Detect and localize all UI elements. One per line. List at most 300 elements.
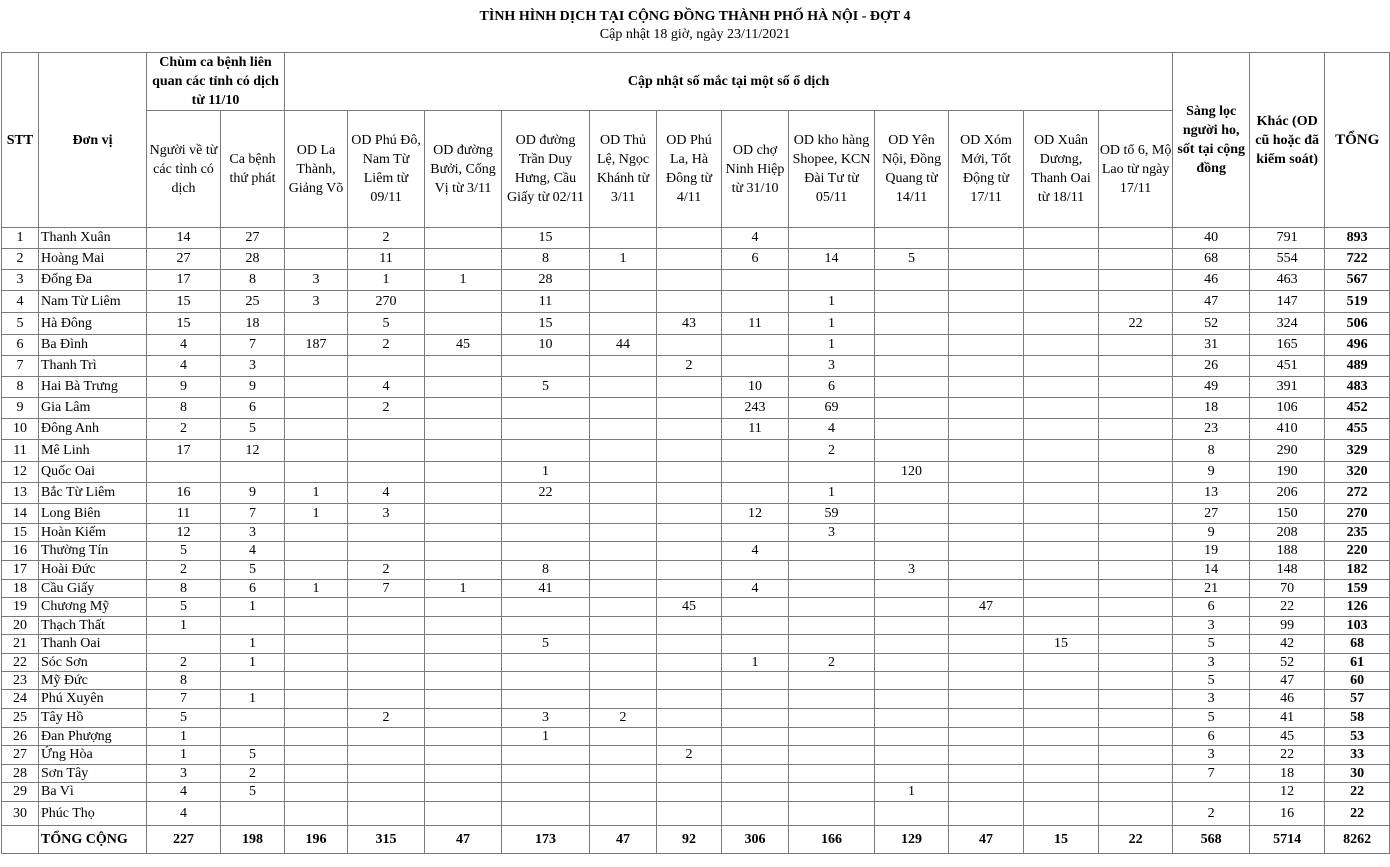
cell-value <box>949 524 1024 542</box>
cell-value: 18 <box>1250 765 1325 783</box>
cell-value <box>949 270 1024 291</box>
cell-value <box>657 635 722 654</box>
cell-value: 15 <box>1024 635 1099 654</box>
table-row <box>2 728 1390 746</box>
cell-value: 45 <box>1250 728 1325 746</box>
row-index: 23 <box>2 672 39 690</box>
cell-value: 44 <box>590 335 657 356</box>
cell-value: 791 <box>1250 228 1325 249</box>
col-unit: Đơn vị <box>39 53 147 228</box>
total-value: 92 <box>657 826 722 854</box>
cell-value <box>1024 709 1099 728</box>
cell-value <box>590 483 657 504</box>
col-sub-6: OD đường Trần Duy Hưng, Cầu Giấy từ 02/11 <box>502 111 590 228</box>
district-name: Bắc Từ Liêm <box>39 483 147 504</box>
cell-value <box>502 398 590 419</box>
cell-value: 17 <box>147 270 221 291</box>
cell-value: 26 <box>1173 356 1250 377</box>
cell-value <box>1024 783 1099 802</box>
cell-value: 1 <box>285 580 348 598</box>
cell-value: 70 <box>1250 580 1325 598</box>
row-index: 22 <box>2 654 39 672</box>
district-name: Thanh Xuân <box>39 228 147 249</box>
cell-value <box>657 270 722 291</box>
district-name: Thanh Oai <box>39 635 147 654</box>
cell-value: 554 <box>1250 249 1325 270</box>
total-value: 568 <box>1173 826 1250 854</box>
cell-value: 1 <box>789 335 875 356</box>
cell-value <box>875 524 949 542</box>
cell-value <box>1099 728 1173 746</box>
cell-value <box>722 746 789 765</box>
district-name: Tây Hồ <box>39 709 147 728</box>
cell-value <box>425 635 502 654</box>
total-label: TỔNG CỘNG <box>39 826 147 854</box>
cell-value <box>789 598 875 617</box>
cell-value <box>875 228 949 249</box>
cell-value <box>590 783 657 802</box>
cell-value <box>348 598 425 617</box>
cell-value <box>657 709 722 728</box>
cell-value: 46 <box>1173 270 1250 291</box>
total-row <box>2 826 1390 854</box>
district-name: Phúc Thọ <box>39 802 147 826</box>
cell-value: 7 <box>221 335 285 356</box>
cell-value <box>657 580 722 598</box>
row-total: 329 <box>1325 440 1390 462</box>
cell-value: 22 <box>1099 313 1173 335</box>
cell-value <box>875 270 949 291</box>
cell-value: 6 <box>1173 728 1250 746</box>
cell-value: 16 <box>1250 802 1325 826</box>
table-row <box>2 617 1390 635</box>
cell-value <box>1099 356 1173 377</box>
total-value: 22 <box>1099 826 1173 854</box>
row-total: 68 <box>1325 635 1390 654</box>
cell-value: 2 <box>348 398 425 419</box>
cell-value <box>285 313 348 335</box>
cell-value: 290 <box>1250 440 1325 462</box>
cell-value <box>425 249 502 270</box>
col-sub-10: OD kho hàng Shopee, KCN Đài Tư từ 05/11 <box>789 111 875 228</box>
district-name: Thạch Thất <box>39 617 147 635</box>
cell-value: 28 <box>502 270 590 291</box>
cell-value: 8 <box>147 580 221 598</box>
cell-value: 15 <box>502 228 590 249</box>
cell-value: 5 <box>1173 635 1250 654</box>
cell-value: 147 <box>1250 291 1325 313</box>
cell-value <box>590 270 657 291</box>
cell-value <box>657 291 722 313</box>
cell-value: 4 <box>722 542 789 561</box>
table-row <box>2 524 1390 542</box>
row-total: 483 <box>1325 377 1390 398</box>
row-total: 22 <box>1325 802 1390 826</box>
district-name: Ứng Hòa <box>39 746 147 765</box>
cell-value: 7 <box>147 690 221 709</box>
cell-value <box>221 462 285 483</box>
cell-value <box>502 746 590 765</box>
row-total: 182 <box>1325 561 1390 580</box>
cell-value <box>657 419 722 440</box>
district-name: Thường Tín <box>39 542 147 561</box>
cell-value: 43 <box>657 313 722 335</box>
row-index: 29 <box>2 783 39 802</box>
cell-value: 14 <box>147 228 221 249</box>
cell-value: 17 <box>147 440 221 462</box>
cell-value <box>425 291 502 313</box>
cell-value <box>425 419 502 440</box>
cell-value <box>722 765 789 783</box>
cell-value <box>348 672 425 690</box>
cell-value <box>221 802 285 826</box>
cell-value <box>502 356 590 377</box>
cell-value: 12 <box>1250 783 1325 802</box>
table-row <box>2 580 1390 598</box>
cell-value: 2 <box>348 561 425 580</box>
cell-value: 3 <box>789 356 875 377</box>
cell-value <box>949 746 1024 765</box>
cell-value <box>590 654 657 672</box>
cell-value <box>285 377 348 398</box>
cell-value: 40 <box>1173 228 1250 249</box>
cell-value: 69 <box>789 398 875 419</box>
cell-value <box>875 483 949 504</box>
table-row <box>2 765 1390 783</box>
cell-value <box>147 635 221 654</box>
cell-value: 4 <box>722 228 789 249</box>
cell-value <box>875 598 949 617</box>
cell-value <box>285 635 348 654</box>
row-total: 57 <box>1325 690 1390 709</box>
cell-value <box>285 783 348 802</box>
cell-value <box>1024 672 1099 690</box>
row-total: 893 <box>1325 228 1390 249</box>
cell-value <box>425 462 502 483</box>
cell-value <box>590 765 657 783</box>
cell-value <box>949 802 1024 826</box>
cell-value <box>949 440 1024 462</box>
district-name: Sơn Tây <box>39 765 147 783</box>
cell-value <box>285 249 348 270</box>
cell-value <box>348 635 425 654</box>
cell-value: 5 <box>348 313 425 335</box>
cell-value <box>590 356 657 377</box>
cell-value <box>502 598 590 617</box>
cell-value <box>657 783 722 802</box>
cell-value: 1 <box>590 249 657 270</box>
district-name: Nam Từ Liêm <box>39 291 147 313</box>
cell-value <box>425 598 502 617</box>
total-value: 5714 <box>1250 826 1325 854</box>
cell-value <box>590 672 657 690</box>
cell-value <box>1024 291 1099 313</box>
district-name: Hoài Đức <box>39 561 147 580</box>
col-sub-4: OD Phú Đô, Nam Từ Liêm từ 09/11 <box>348 111 425 228</box>
cell-value <box>1024 542 1099 561</box>
cell-value: 15 <box>502 313 590 335</box>
cell-value: 10 <box>502 335 590 356</box>
cell-value <box>1024 690 1099 709</box>
cell-value <box>285 561 348 580</box>
cell-value: 3 <box>1173 617 1250 635</box>
cell-value <box>789 635 875 654</box>
cell-value <box>875 291 949 313</box>
district-name: Cầu Giấy <box>39 580 147 598</box>
cell-value <box>722 802 789 826</box>
cell-value <box>657 524 722 542</box>
cell-value <box>657 335 722 356</box>
cell-value <box>722 462 789 483</box>
cell-value <box>348 802 425 826</box>
district-name: Sóc Sơn <box>39 654 147 672</box>
cell-value <box>285 462 348 483</box>
row-index: 8 <box>2 377 39 398</box>
cell-value <box>657 654 722 672</box>
cell-value: 19 <box>1173 542 1250 561</box>
table-row <box>2 561 1390 580</box>
cell-value: 5 <box>221 419 285 440</box>
cell-value <box>348 419 425 440</box>
row-total: 58 <box>1325 709 1390 728</box>
cell-value: 7 <box>348 580 425 598</box>
cell-value <box>657 672 722 690</box>
row-index: 26 <box>2 728 39 746</box>
cell-value: 52 <box>1173 313 1250 335</box>
table-row <box>2 377 1390 398</box>
table-row <box>2 462 1390 483</box>
cell-value <box>1099 270 1173 291</box>
cell-value <box>949 690 1024 709</box>
cell-value <box>875 313 949 335</box>
cell-value: 49 <box>1173 377 1250 398</box>
cell-value <box>1024 524 1099 542</box>
cell-value: 9 <box>1173 524 1250 542</box>
cell-value <box>1024 483 1099 504</box>
cell-value <box>425 654 502 672</box>
district-name: Quốc Oai <box>39 462 147 483</box>
total-value: 306 <box>722 826 789 854</box>
cell-value: 1 <box>285 483 348 504</box>
cell-value: 1 <box>147 746 221 765</box>
cell-value <box>657 802 722 826</box>
table-row <box>2 483 1390 504</box>
cell-value <box>1024 270 1099 291</box>
cell-value <box>425 561 502 580</box>
cell-value: 11 <box>722 419 789 440</box>
cell-value: 463 <box>1250 270 1325 291</box>
row-index: 10 <box>2 419 39 440</box>
cell-value <box>722 709 789 728</box>
cell-value <box>425 690 502 709</box>
cell-value <box>502 504 590 524</box>
district-name: Hai Bà Trưng <box>39 377 147 398</box>
cell-value <box>502 524 590 542</box>
cell-value: 15 <box>147 313 221 335</box>
cell-value <box>1099 419 1173 440</box>
cell-value: 1 <box>789 291 875 313</box>
row-total: 320 <box>1325 462 1390 483</box>
cell-value <box>1024 561 1099 580</box>
row-index: 21 <box>2 635 39 654</box>
cell-value <box>285 356 348 377</box>
cell-value <box>722 598 789 617</box>
cell-value <box>949 504 1024 524</box>
cell-value: 6 <box>722 249 789 270</box>
cell-value: 3 <box>221 356 285 377</box>
cell-value <box>949 398 1024 419</box>
cell-value: 3 <box>221 524 285 542</box>
table-row <box>2 542 1390 561</box>
cell-value <box>1024 802 1099 826</box>
cell-value <box>949 462 1024 483</box>
col-group-outbreaks: Cập nhật số mắc tại một số ổ dịch <box>285 53 1173 111</box>
cell-value: 5 <box>875 249 949 270</box>
total-value: 173 <box>502 826 590 854</box>
row-index: 6 <box>2 335 39 356</box>
cell-value: 1 <box>502 728 590 746</box>
cell-value <box>789 270 875 291</box>
cell-value <box>348 765 425 783</box>
table-row <box>2 270 1390 291</box>
district-name: Phú Xuyên <box>39 690 147 709</box>
cell-value <box>789 690 875 709</box>
cell-value: 52 <box>1250 654 1325 672</box>
cell-value <box>348 617 425 635</box>
cell-value <box>875 672 949 690</box>
col-sub-7: OD Thủ Lệ, Ngọc Khánh từ 3/11 <box>590 111 657 228</box>
cell-value <box>722 672 789 690</box>
cell-value <box>1099 228 1173 249</box>
table-row <box>2 504 1390 524</box>
cell-value: 270 <box>348 291 425 313</box>
cell-value <box>1099 524 1173 542</box>
cell-value <box>1099 561 1173 580</box>
cell-value: 243 <box>722 398 789 419</box>
cell-value: 8 <box>502 249 590 270</box>
cell-value: 31 <box>1173 335 1250 356</box>
cell-value <box>1024 228 1099 249</box>
col-sub-1: Người về từ các tỉnh có dịch <box>147 111 221 228</box>
table-row <box>2 746 1390 765</box>
total-value: 15 <box>1024 826 1099 854</box>
row-index: 14 <box>2 504 39 524</box>
cell-value <box>1099 783 1173 802</box>
cell-value <box>1099 690 1173 709</box>
cell-value <box>425 504 502 524</box>
col-sub-9: OD chợ Ninh Hiệp từ 31/10 <box>722 111 789 228</box>
cell-value <box>875 635 949 654</box>
cell-value <box>285 709 348 728</box>
cell-value <box>285 728 348 746</box>
cell-value: 99 <box>1250 617 1325 635</box>
cell-value <box>875 802 949 826</box>
cell-value <box>949 542 1024 561</box>
cell-value <box>657 377 722 398</box>
cell-value: 22 <box>1250 598 1325 617</box>
cell-value: 150 <box>1250 504 1325 524</box>
cell-value <box>789 228 875 249</box>
col-sub-5: OD đường Bưởi, Cống Vị từ 3/11 <box>425 111 502 228</box>
cell-value <box>875 377 949 398</box>
cell-value <box>789 542 875 561</box>
cell-value <box>657 617 722 635</box>
row-index: 25 <box>2 709 39 728</box>
cell-value: 13 <box>1173 483 1250 504</box>
cell-value <box>722 524 789 542</box>
cell-value: 165 <box>1250 335 1325 356</box>
row-index: 3 <box>2 270 39 291</box>
cell-value: 47 <box>1250 672 1325 690</box>
cell-value: 10 <box>722 377 789 398</box>
cell-value <box>221 728 285 746</box>
col-sub-8: OD Phú La, Hà Đông từ 4/11 <box>657 111 722 228</box>
cell-value: 1 <box>425 580 502 598</box>
cell-value <box>949 672 1024 690</box>
cell-value: 59 <box>789 504 875 524</box>
table-row <box>2 440 1390 462</box>
cell-value <box>657 462 722 483</box>
row-total: 60 <box>1325 672 1390 690</box>
total-value: 166 <box>789 826 875 854</box>
cell-value: 3 <box>348 504 425 524</box>
cell-value <box>789 783 875 802</box>
cell-value: 68 <box>1173 249 1250 270</box>
cell-value <box>285 228 348 249</box>
cell-value: 27 <box>147 249 221 270</box>
cell-value: 47 <box>949 598 1024 617</box>
cell-value: 41 <box>502 580 590 598</box>
cell-value: 187 <box>285 335 348 356</box>
report-subtitle: Cập nhật 18 giờ, ngày 23/11/2021 <box>599 27 791 42</box>
cell-value <box>875 654 949 672</box>
cell-value <box>502 802 590 826</box>
cell-value <box>1099 504 1173 524</box>
cell-value <box>590 524 657 542</box>
row-total: 567 <box>1325 270 1390 291</box>
row-total: 235 <box>1325 524 1390 542</box>
cell-value <box>1024 440 1099 462</box>
cell-value <box>285 690 348 709</box>
cell-value: 1 <box>147 617 221 635</box>
cell-value <box>285 419 348 440</box>
row-total: 496 <box>1325 335 1390 356</box>
cell-value <box>502 419 590 440</box>
cell-value: 190 <box>1250 462 1325 483</box>
cell-value <box>285 524 348 542</box>
row-index: 4 <box>2 291 39 313</box>
cell-value: 2 <box>1173 802 1250 826</box>
cell-value: 3 <box>285 291 348 313</box>
cell-value <box>502 672 590 690</box>
cell-value <box>502 440 590 462</box>
cell-value <box>722 635 789 654</box>
cell-value: 11 <box>147 504 221 524</box>
cell-value <box>285 542 348 561</box>
col-group-provinces: Chùm ca bệnh liên quan các tỉnh có dịch từ 11/10 <box>147 53 285 111</box>
col-sub-3: OD La Thành, Giảng Võ <box>285 111 348 228</box>
col-sub-13: OD Xuân Dương, Thanh Oai từ 18/11 <box>1024 111 1099 228</box>
cell-value: 7 <box>221 504 285 524</box>
cell-value <box>1024 765 1099 783</box>
cell-value <box>1099 746 1173 765</box>
district-name: Long Biên <box>39 504 147 524</box>
cell-value <box>789 709 875 728</box>
cell-value: 4 <box>147 802 221 826</box>
cell-value <box>1099 377 1173 398</box>
cell-value <box>502 765 590 783</box>
cell-value: 3 <box>285 270 348 291</box>
